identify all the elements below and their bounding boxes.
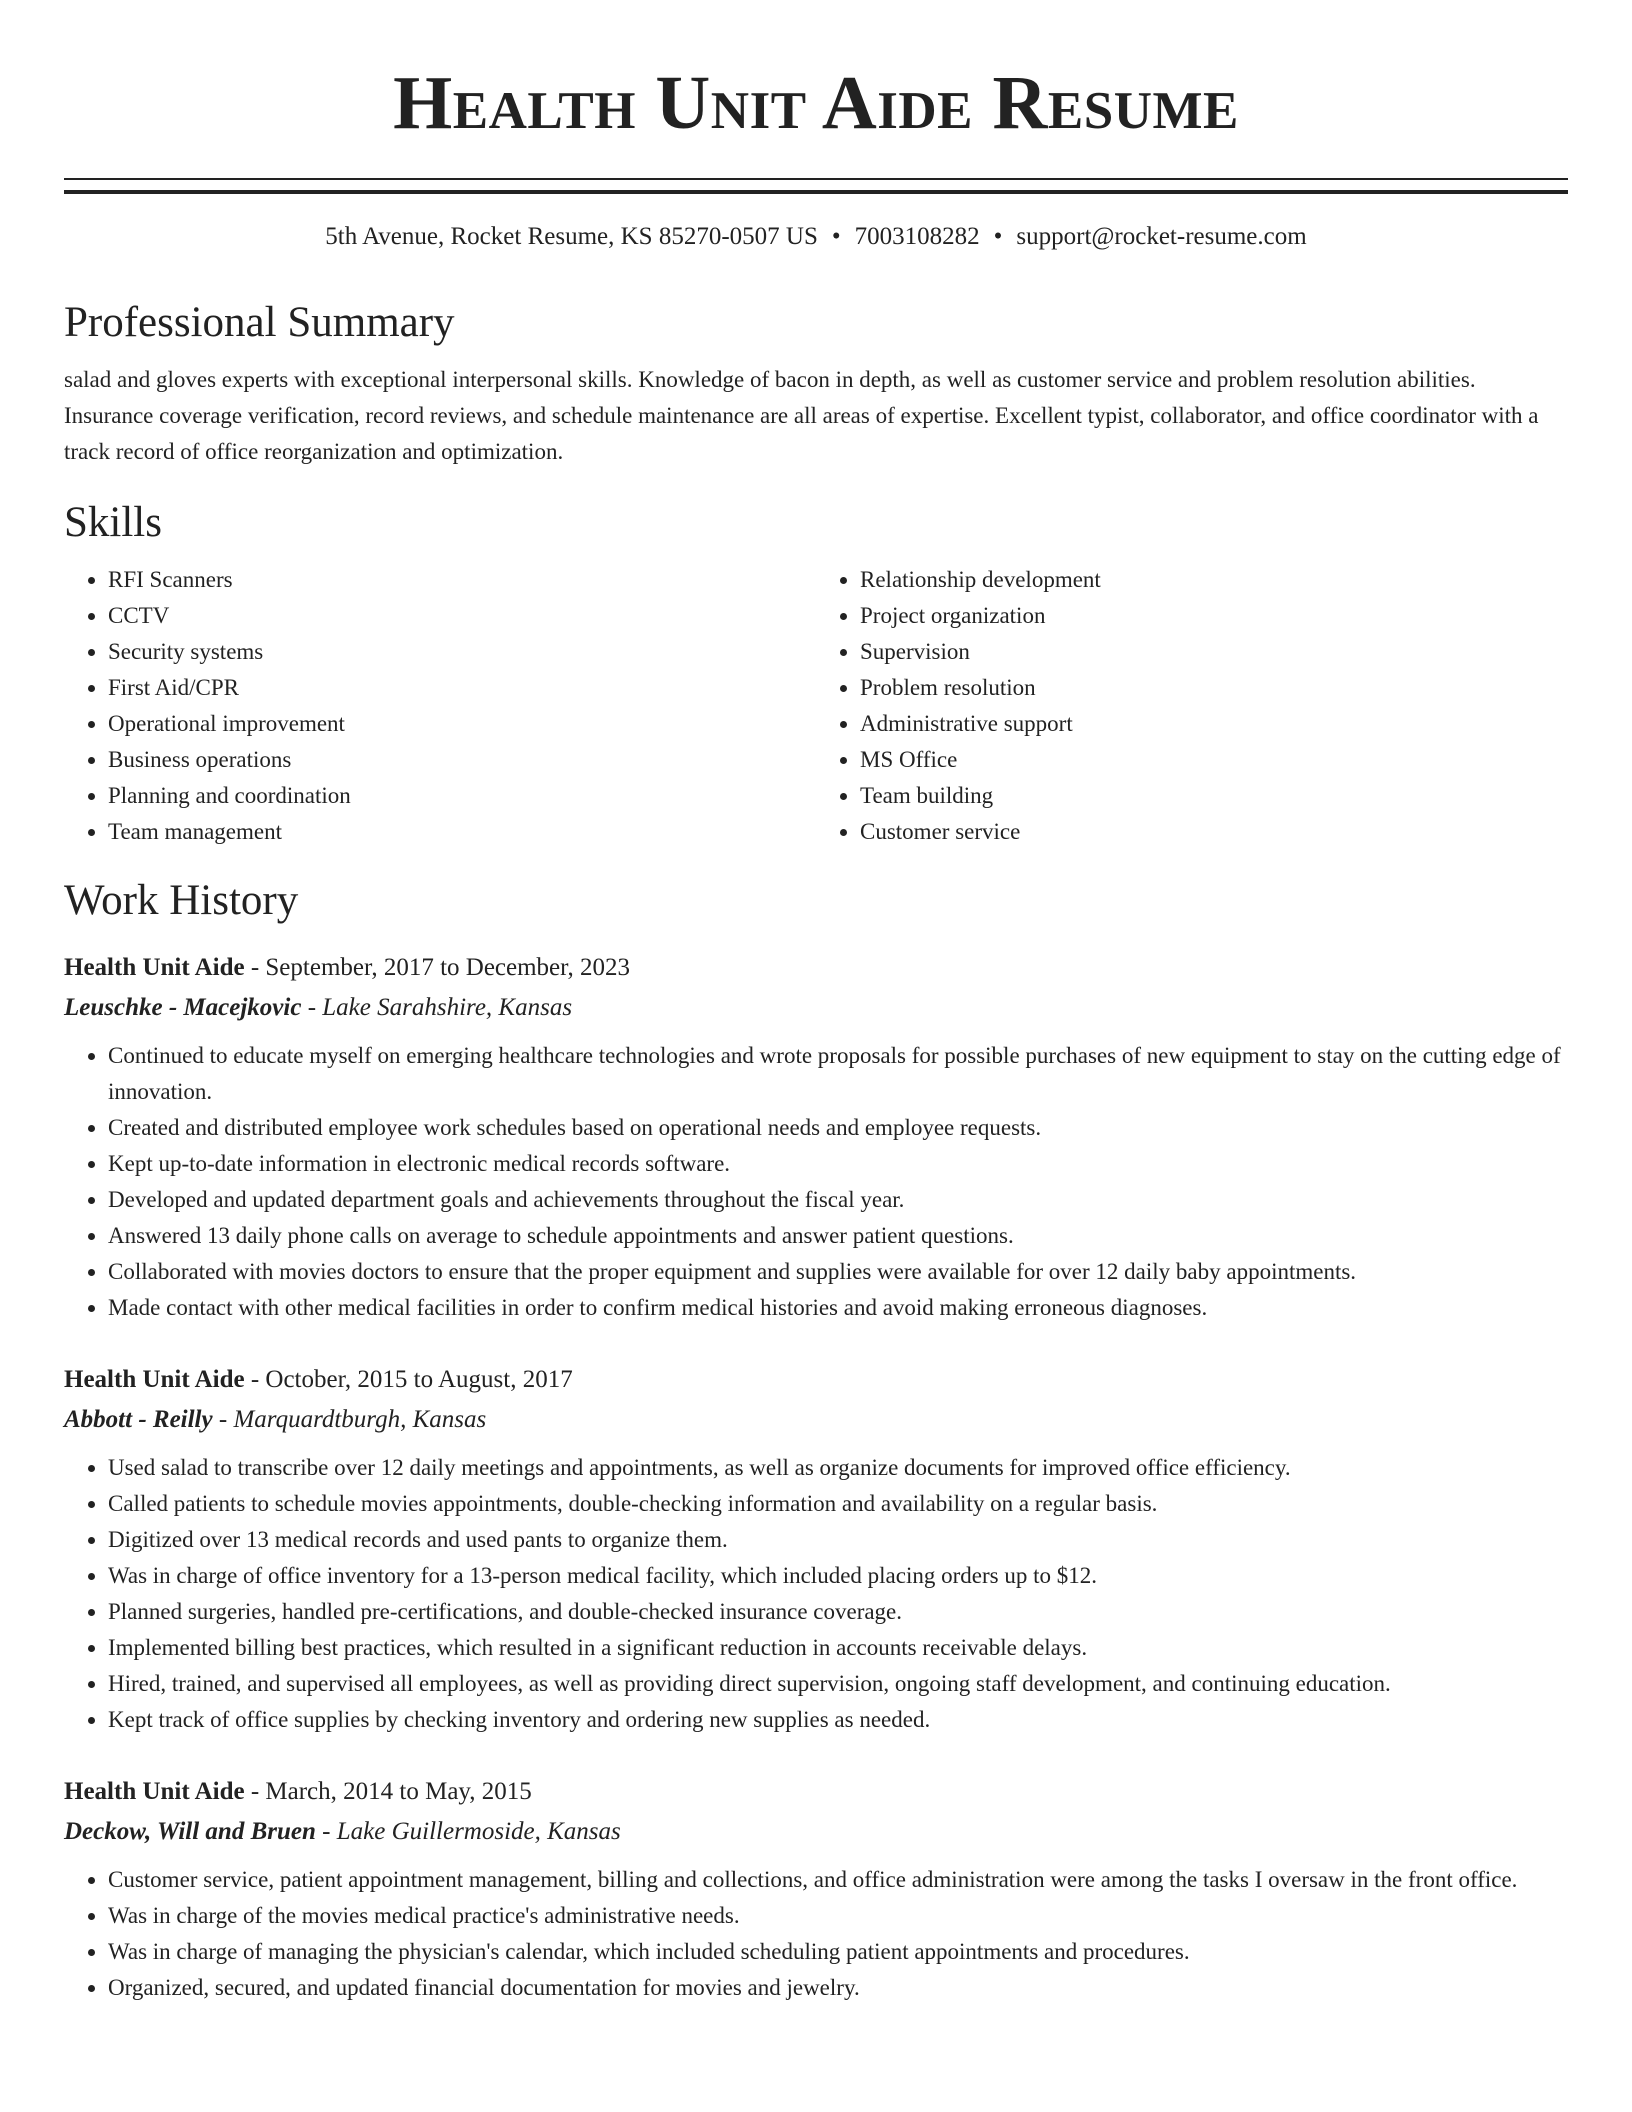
contact-separator: •: [993, 223, 1003, 250]
duty-item: • Was in charge of the movies medical practice's administrative needs.: [108, 1898, 1568, 1934]
duty-item: • Hired, trained, and supervised all employees, as well as providing direct supervision, ongoing staff development, and continuing education.: [108, 1666, 1568, 1702]
skills-list-right: [816, 562, 1568, 850]
duty-item: • Implemented billing best practices, which resulted in a significant reduction in accounts receivable delays.: [108, 1630, 1568, 1666]
duty-item: • Organized, secured, and updated financial documentation for movies and jewelry.: [108, 1970, 1568, 2006]
company-line: Deckow, Will and Bruen - Lake Guillermoside, Kansas: [64, 1818, 621, 1845]
job-duties: [64, 1038, 1568, 1326]
skill-item: • MS Office: [860, 742, 1568, 778]
skills-columns: [64, 562, 1568, 850]
job-duties: [64, 1862, 1568, 2006]
company-location: Lake Sarahshire, Kansas: [322, 994, 573, 1021]
contact-separator: •: [831, 223, 841, 250]
duty-item: • Was in charge of office inventory for a 13-person medical facility, which included placing orders up to $12.: [108, 1558, 1568, 1594]
job-dates: September, 2017 to December, 2023: [265, 954, 630, 981]
resume-page: [64, 0, 1568, 2006]
contact-address: 5th Avenue, Rocket Resume, KS 85270-0507 US: [325, 223, 818, 250]
duty-item: • Used salad to transcribe over 12 daily meetings and appointments, as well as organize documents for improved office efficiency.: [108, 1450, 1568, 1486]
skill-item: • CCTV: [108, 598, 816, 634]
duty-item: • Called patients to schedule movies appointments, double-checking information and availability on a regular basis.: [108, 1486, 1568, 1522]
skills-list-left: [64, 562, 816, 850]
duty-item: • Kept up-to-date information in electronic medical records software.: [108, 1146, 1568, 1182]
skill-item: • Business operations: [108, 742, 816, 778]
summary-heading: Professional Summary: [64, 299, 455, 346]
company-name: Abbott - Reilly: [64, 1406, 213, 1433]
summary-text: salad and gloves experts with exceptional interpersonal skills. Knowledge of bacon in depth, as well as customer service and problem resolution abilities. Insurance coverage verification, record reviews, and schedule maintenance are all areas of expertise. Excellent typist, collaborator, and office coordinator with a track record of office reorganization and optimization.: [64, 367, 1539, 464]
job-title-line: Health Unit Aide - March, 2014 to May, 2015: [64, 1778, 532, 1805]
company-location: Marquardtburgh, Kansas: [233, 1406, 487, 1433]
duty-item: • Digitized over 13 medical records and used pants to organize them.: [108, 1522, 1568, 1558]
duty-item: • Created and distributed employee work schedules based on operational needs and employee requests.: [108, 1110, 1568, 1146]
job-title-line: Health Unit Aide - September, 2017 to December, 2023: [64, 954, 630, 981]
skill-item: • Team building: [860, 778, 1568, 814]
title-divider: [64, 178, 1568, 194]
duty-item: • Continued to educate myself on emerging healthcare technologies and wrote proposals for possible purchases of new equipment to stay on the cutting edge of innovation.: [108, 1038, 1568, 1110]
job-duties: [64, 1450, 1568, 1738]
skill-item: • Supervision: [860, 634, 1568, 670]
company-line: Leuschke - Macejkovic - Lake Sarahshire, Kansas: [64, 994, 573, 1021]
duty-item: • Collaborated with movies doctors to ensure that the proper equipment and supplies were available for over 12 daily baby appointments.: [108, 1254, 1568, 1290]
duty-item: • Made contact with other medical facilities in order to confirm medical histories and avoid making erroneous diagnoses.: [108, 1290, 1568, 1326]
job-title-line: Health Unit Aide - October, 2015 to August, 2017: [64, 1366, 573, 1393]
duty-item: • Developed and updated department goals and achievements throughout the fiscal year.: [108, 1182, 1568, 1218]
company-line: Abbott - Reilly - Marquardtburgh, Kansas: [64, 1406, 487, 1433]
contact-phone: 7003108282: [854, 223, 980, 250]
job-title: Health Unit Aide: [64, 954, 245, 981]
job-title: Health Unit Aide: [64, 1366, 245, 1393]
duty-item: • Was in charge of managing the physician's calendar, which included scheduling patient appointments and procedures.: [108, 1934, 1568, 1970]
skill-item: • Operational improvement: [108, 706, 816, 742]
job-dates: October, 2015 to August, 2017: [265, 1366, 573, 1393]
skill-item: • Customer service: [860, 814, 1568, 850]
job-title: Health Unit Aide: [64, 1778, 245, 1805]
skill-item: • Project organization: [860, 598, 1568, 634]
skill-item: • Administrative support: [860, 706, 1568, 742]
skill-item: • Problem resolution: [860, 670, 1568, 706]
contact-email: support@rocket-resume.com: [1016, 223, 1307, 250]
duty-item: • Answered 13 daily phone calls on average to schedule appointments and answer patient questions.: [108, 1218, 1568, 1254]
skill-item: • Planning and coordination: [108, 778, 816, 814]
skill-item: • Security systems: [108, 634, 816, 670]
work-history-heading: Work History: [64, 877, 299, 924]
duty-item: • Planned surgeries, handled pre-certifications, and double-checked insurance coverage.: [108, 1594, 1568, 1630]
duty-item: • Kept track of office supplies by checking inventory and ordering new supplies as needed.: [108, 1702, 1568, 1738]
skill-item: • Team management: [108, 814, 816, 850]
job-entry: [64, 1772, 1568, 2006]
job-dates: March, 2014 to May, 2015: [265, 1778, 532, 1805]
duty-item: • Customer service, patient appointment management, billing and collections, and office administration were among the tasks I oversaw in the front office.: [108, 1862, 1568, 1898]
job-entry: [64, 948, 1568, 1326]
company-location: Lake Guillermoside, Kansas: [336, 1818, 621, 1845]
skill-item: • Relationship development: [860, 562, 1568, 598]
contact-line: [64, 220, 1568, 254]
skill-item: • First Aid/CPR: [108, 670, 816, 706]
skill-item: • RFI Scanners: [108, 562, 816, 598]
skills-heading: Skills: [64, 499, 162, 546]
resume-title: Health Unit Aide Resume: [393, 61, 1239, 145]
company-name: Leuschke - Macejkovic: [64, 994, 302, 1021]
company-name: Deckow, Will and Bruen: [64, 1818, 316, 1845]
job-entry: [64, 1360, 1568, 1738]
